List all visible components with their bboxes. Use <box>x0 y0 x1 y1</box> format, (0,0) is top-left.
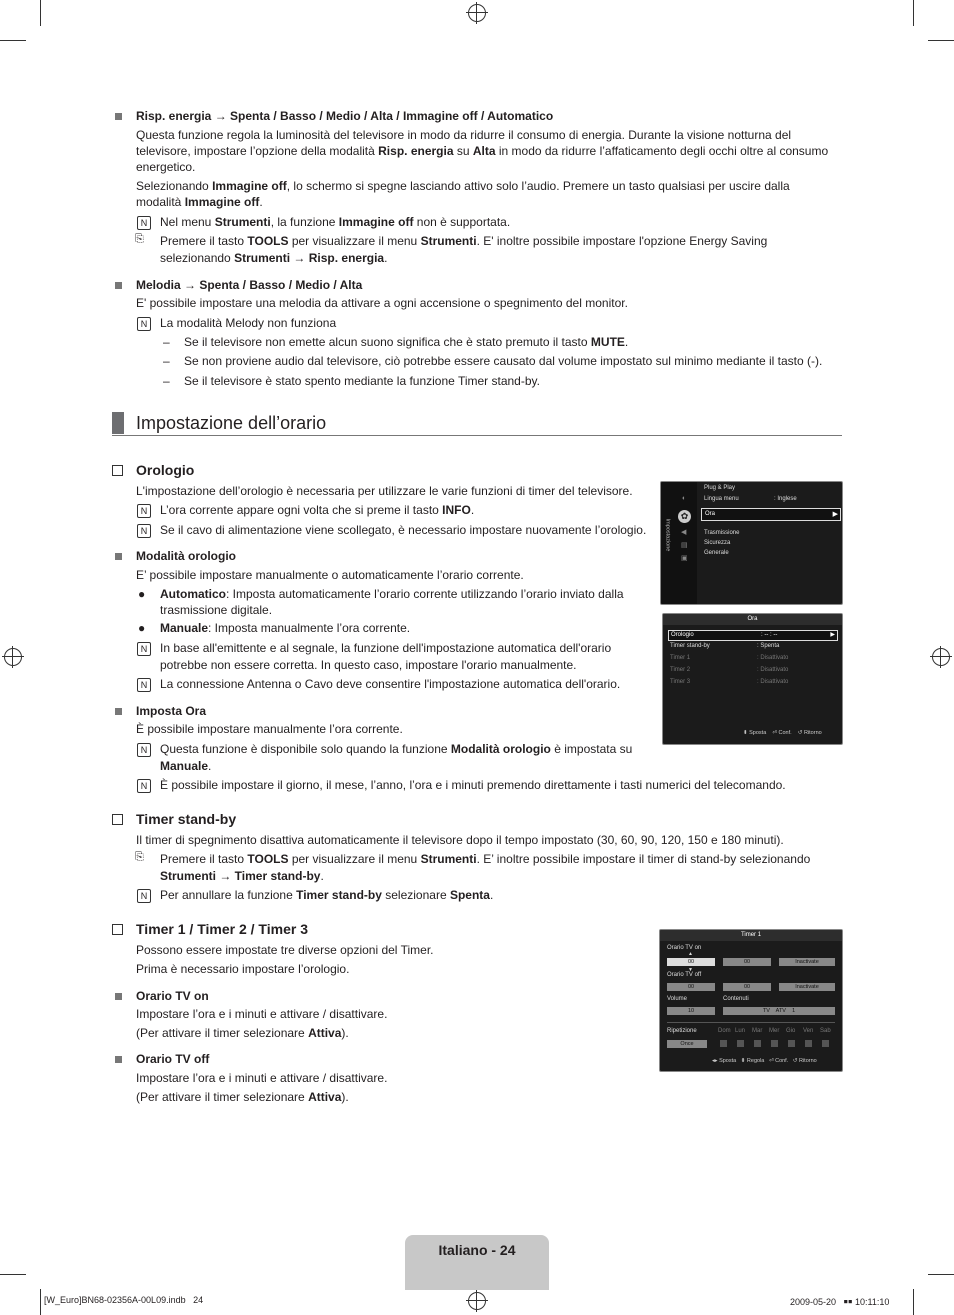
footer-enter: Conf. <box>778 730 792 736</box>
mode-paragraph: E’ possibile impostare manualmente o automaticamente l’orario corrente. <box>136 568 524 582</box>
divider <box>667 1022 835 1023</box>
registration-mark-icon <box>932 648 950 666</box>
day-label: Dom <box>718 1028 731 1034</box>
setup-gear-icon: ✿ <box>678 510 691 523</box>
set-time-paragraph: È possibile impostare manualmente l’ora corrente. <box>136 722 403 736</box>
timer1-screenshot <box>659 929 843 1072</box>
energy-paragraph: televisore, impostare l’opzione della modalità Risp. energia su Alta in modo da ridurre l’affaticamento degli occhi oltre al consumo <box>136 144 829 158</box>
mode-heading: Modalità orologio <box>136 549 236 563</box>
footer-return: Ritorno <box>798 1058 817 1064</box>
clock-heading: Orologio <box>136 462 195 478</box>
input-icon: ▣ <box>681 555 688 562</box>
melody-dash-item: Se il televisore non emette alcun suono significa che è stato premuto il tasto MUTE. <box>184 335 629 349</box>
footer-enter: Conf. <box>775 1058 789 1064</box>
tools-icon: ⎘ <box>135 233 144 245</box>
note-icon: N <box>137 317 151 331</box>
crop-mark <box>0 40 26 41</box>
footer-move: Sposta <box>719 1058 737 1064</box>
note-icon: N <box>137 889 151 903</box>
note-text: In base all'emittente e al segnale, la funzione dell'impostazione automatica dell'orario <box>160 641 612 655</box>
standby-heading: Timer stand-by <box>136 811 237 827</box>
screen-footer <box>712 1058 817 1064</box>
melody-dash-item: Se il televisore è stato spento mediante la funzione Timer stand-by. <box>184 374 540 388</box>
clock-paragraph: L'impostazione dell’orologio è necessaria per utilizzare le varie funzioni di timer del televisore. <box>136 484 633 498</box>
day-label: Mar <box>752 1028 763 1034</box>
dash-bullet: – <box>163 374 170 388</box>
row-label: Orologio <box>671 632 694 638</box>
registration-mark-icon <box>468 1292 486 1310</box>
energy-paragraph: Selezionando Immagine off, lo schermo si spegne lasciando attivo solo l’audio. Premere un tasto qualsiasi per uscire dalla <box>136 179 790 193</box>
bullet-square-icon <box>115 282 122 289</box>
crop-mark <box>928 1274 954 1275</box>
row-orologio[interactable] <box>668 630 838 641</box>
tools-text: Premere il tasto TOOLS per visualizzare il menu Strumenti. E' inoltre possibile impostare l'opzione Energy Saving <box>160 234 768 248</box>
tv-off-hour[interactable]: 00 <box>667 983 715 991</box>
note-icon: N <box>137 642 151 656</box>
timers-paragraph: Possono essere impostate tre diverse opzioni del Timer. <box>136 943 434 957</box>
day-label: Ven <box>803 1028 814 1034</box>
note-icon: N <box>137 743 151 757</box>
info-note-icon: N <box>137 504 151 518</box>
repeat-label: Ripetizione <box>667 1028 697 1034</box>
footer-return: Ritorno <box>803 730 822 736</box>
energy-paragraph: energetico. <box>136 160 196 174</box>
channel-icon: ▤ <box>681 542 688 549</box>
setup-menu-screenshot <box>660 481 843 605</box>
note-icon: N <box>137 524 151 538</box>
note-text: La connessione Antenna o Cavo deve consentire l'impostazione automatica dell'orario. <box>160 677 621 691</box>
menu-item-trasmissione[interactable]: Trasmissione <box>704 530 740 536</box>
note-text: potrebbe non essere corretta. In questo caso, impostare l'orario manualmente. <box>160 658 577 672</box>
arrow-down-icon: ▼ <box>688 967 693 973</box>
menu-item-sicurezza[interactable]: Sicurezza <box>704 540 731 546</box>
registration-mark-icon <box>4 648 22 666</box>
enter-icon: ⏎ <box>768 1058 774 1064</box>
melody-dash-item: Se non proviene audio dal televisore, ciò potrebbe essere causato dal volume impostato sul minimo mediante il tasto (-). <box>184 354 823 368</box>
return-icon: ↺ <box>797 730 803 736</box>
arrow-right-icon: ▶ <box>830 632 835 638</box>
tv-off-paragraph: Impostare l’ora e i minuti e attivare / disattivare. <box>136 1071 388 1085</box>
row-value: : Disattivato <box>757 667 789 673</box>
note-text: L’ora corrente appare ogni volta che si preme il tasto INFO. <box>160 503 475 517</box>
tv-on-label: Orario TV on <box>667 945 702 951</box>
enter-icon: ⏎ <box>772 730 777 736</box>
menu-item-generale[interactable]: Generale <box>704 550 729 556</box>
crop-mark <box>913 0 914 26</box>
picture-icon: ◐ <box>682 495 687 502</box>
return-icon: ↺ <box>792 1058 798 1064</box>
bullet-square-icon <box>115 1056 122 1063</box>
melody-paragraph: E' possibile impostare una melodia da attivare a ogni accensione o spegnimento del monitor. <box>136 296 628 310</box>
day-label: Mer <box>769 1028 780 1034</box>
note-text: Nel menu Strumenti, la funzione Immagine off non è supportata. <box>160 215 511 229</box>
day-checkbox[interactable] <box>805 1040 812 1047</box>
tv-off-minute[interactable]: 00 <box>723 983 771 991</box>
crop-mark <box>0 1274 26 1275</box>
registration-mark-icon <box>468 4 486 22</box>
menu-item-lingua[interactable]: Lingua menu <box>704 496 739 502</box>
footer-move: Sposta <box>749 730 767 736</box>
timers-paragraph: Prima è necessario impostare l’orologio. <box>136 962 350 976</box>
day-checkbox[interactable] <box>754 1040 761 1047</box>
tv-on-hour[interactable]: 00 <box>667 958 715 966</box>
contents-field[interactable]: TV ATV 1 <box>723 1007 835 1015</box>
date-slug: 2009-05-20 ￭￭ 10:11:10 <box>790 1297 890 1307</box>
energy-heading: Risp. energia → Spenta / Basso / Medio / Alta / Immagine off / Automatico <box>136 109 554 123</box>
arrow-right-icon: ▶ <box>832 511 838 518</box>
mode-bullet: Automatico: Imposta automaticamente l’orario corrente utilizzando l’orario inviato dalla <box>160 587 624 601</box>
row-label[interactable]: Timer 2 <box>670 667 691 673</box>
note-text: Se il cavo di alimentazione viene scollegato, è necessario impostare nuovamente l’orologio. <box>160 523 647 537</box>
adjust-icon: ⬍ <box>740 1058 746 1064</box>
contents-label: Contenuti <box>723 996 749 1002</box>
menu-item-ora[interactable] <box>701 508 841 521</box>
crop-mark <box>40 0 41 26</box>
move-lr-icon: ◂▸ <box>712 1058 718 1064</box>
file-slug: [W_Euro]BN68-02356A-00L09.indb 24 <box>44 1295 204 1305</box>
row-label[interactable]: Timer stand-by <box>670 643 710 649</box>
row-label[interactable]: Timer 1 <box>670 655 691 661</box>
day-label: Lun <box>735 1028 746 1034</box>
note-icon: N <box>137 779 151 793</box>
sound-icon: ◀ <box>681 529 687 536</box>
screen-title: Ora <box>663 614 842 625</box>
note-text: Per annullare la funzione Timer stand-by selezionare Spenta. <box>160 888 494 902</box>
energy-paragraph: modalità Immagine off. <box>136 195 263 209</box>
bullet-square-icon <box>115 993 122 1000</box>
row-value: : Disattivato <box>757 679 789 685</box>
day-checkbox[interactable] <box>822 1040 829 1047</box>
page-number: Italiano - 24 <box>438 1242 516 1258</box>
checkbox-icon <box>112 814 123 825</box>
standby-paragraph: Il timer di spegnimento disattiva automaticamente il televisore dopo il tempo impostato (30, 60, 90, 120, 150 e 180 minuti). <box>136 833 784 847</box>
repeat-field[interactable]: Once <box>667 1040 707 1048</box>
crop-mark <box>928 40 954 41</box>
menu-side-label: Impostazione <box>664 518 671 552</box>
row-value: : Disattivato <box>757 655 789 661</box>
bullet-square-icon <box>115 113 122 120</box>
tv-on-heading: Orario TV on <box>136 989 209 1003</box>
row-value: : Spenta <box>757 643 780 649</box>
bullet-square-icon <box>115 553 122 560</box>
section-bar <box>112 412 124 434</box>
volume-label: Volume <box>667 996 688 1002</box>
note-text: Manuale. <box>160 759 212 773</box>
bullet-dot: ● <box>138 621 146 635</box>
tv-on-paragraph: Impostare l’ora e i minuti e attivare / disattivare. <box>136 1007 388 1021</box>
tv-on-paragraph: (Per attivare il timer selezionare Attiva). <box>136 1026 349 1040</box>
screen-footer <box>743 730 822 736</box>
tv-on-state[interactable]: Inactivate <box>779 958 835 966</box>
day-label: Gio <box>786 1028 796 1034</box>
row-value: : -- : -- <box>761 632 778 638</box>
tv-on-minute[interactable]: 00 <box>723 958 771 966</box>
note-icon: N <box>137 678 151 692</box>
tv-off-paragraph: (Per attivare il timer selezionare Attiva). <box>136 1090 349 1104</box>
tools-text: Strumenti → Timer stand-by. <box>160 869 324 883</box>
page-number-tab <box>405 1235 549 1290</box>
arrow-up-icon: ▲ <box>688 951 693 957</box>
screen-title: Timer 1 <box>660 930 842 941</box>
day-checkbox[interactable] <box>771 1040 778 1047</box>
bullet-dot: ● <box>138 587 146 601</box>
dash-bullet: – <box>163 335 170 349</box>
menu-item-plug-play[interactable]: Plug & Play <box>704 485 736 491</box>
crop-mark <box>913 1289 914 1315</box>
checkbox-icon <box>112 924 123 935</box>
tools-text: selezionando Strumenti → Risp. energia. <box>160 251 388 265</box>
mode-bullet: Manuale: Imposta manualmente l’ora corrente. <box>160 621 411 635</box>
section-title: Impostazione dell’orario <box>136 413 327 433</box>
note-icon: N <box>137 216 151 230</box>
section-rule <box>112 435 842 436</box>
tools-icon: ⎘ <box>135 851 144 863</box>
mode-bullet: trasmissione digitale. <box>160 603 273 617</box>
menu-item-lingua-value: : Inglese <box>774 496 797 502</box>
day-label: Sab <box>820 1028 831 1034</box>
day-checkbox[interactable] <box>788 1040 795 1047</box>
move-icon: ⬍ <box>743 730 748 736</box>
melody-heading: Melodia → Spenta / Basso / Medio / Alta <box>136 278 363 292</box>
row-label[interactable]: Timer 3 <box>670 679 691 685</box>
volume-field[interactable]: 10 <box>667 1007 715 1015</box>
time-menu-screenshot <box>662 613 843 745</box>
crop-mark <box>40 1289 41 1315</box>
note-text: È possibile impostare il giorno, il mese, l’anno, l’ora e i minuti premendo direttamente i tasti numerici del telecomando. <box>160 778 786 792</box>
checkbox-icon <box>112 465 123 476</box>
timers-heading: Timer 1 / Timer 2 / Timer 3 <box>136 921 308 937</box>
day-checkbox[interactable] <box>737 1040 744 1047</box>
bullet-square-icon <box>115 708 122 715</box>
day-checkbox[interactable] <box>720 1040 727 1047</box>
menu-item-ora-label: Ora <box>705 511 716 517</box>
note-text: Questa funzione è disponibile solo quando la funzione Modalità orologio è impostata su <box>160 742 633 756</box>
footer-adjust: Regola <box>746 1058 765 1064</box>
note-text: La modalità Melody non funziona <box>160 316 337 330</box>
set-time-heading: Imposta Ora <box>136 704 207 718</box>
tv-off-state[interactable]: Inactivate <box>779 983 835 991</box>
tv-off-heading: Orario TV off <box>136 1052 210 1066</box>
dash-bullet: – <box>163 354 170 368</box>
tv-off-label: Orario TV off <box>667 972 702 978</box>
energy-paragraph: Questa funzione regola la luminosità del televisore in modo da ridurre il consumo di energia. Durante la visione notturna del <box>136 128 792 142</box>
tools-text: Premere il tasto TOOLS per visualizzare il menu Strumenti. E’ inoltre possibile impostare il timer di stand-by selezionando <box>160 852 811 866</box>
